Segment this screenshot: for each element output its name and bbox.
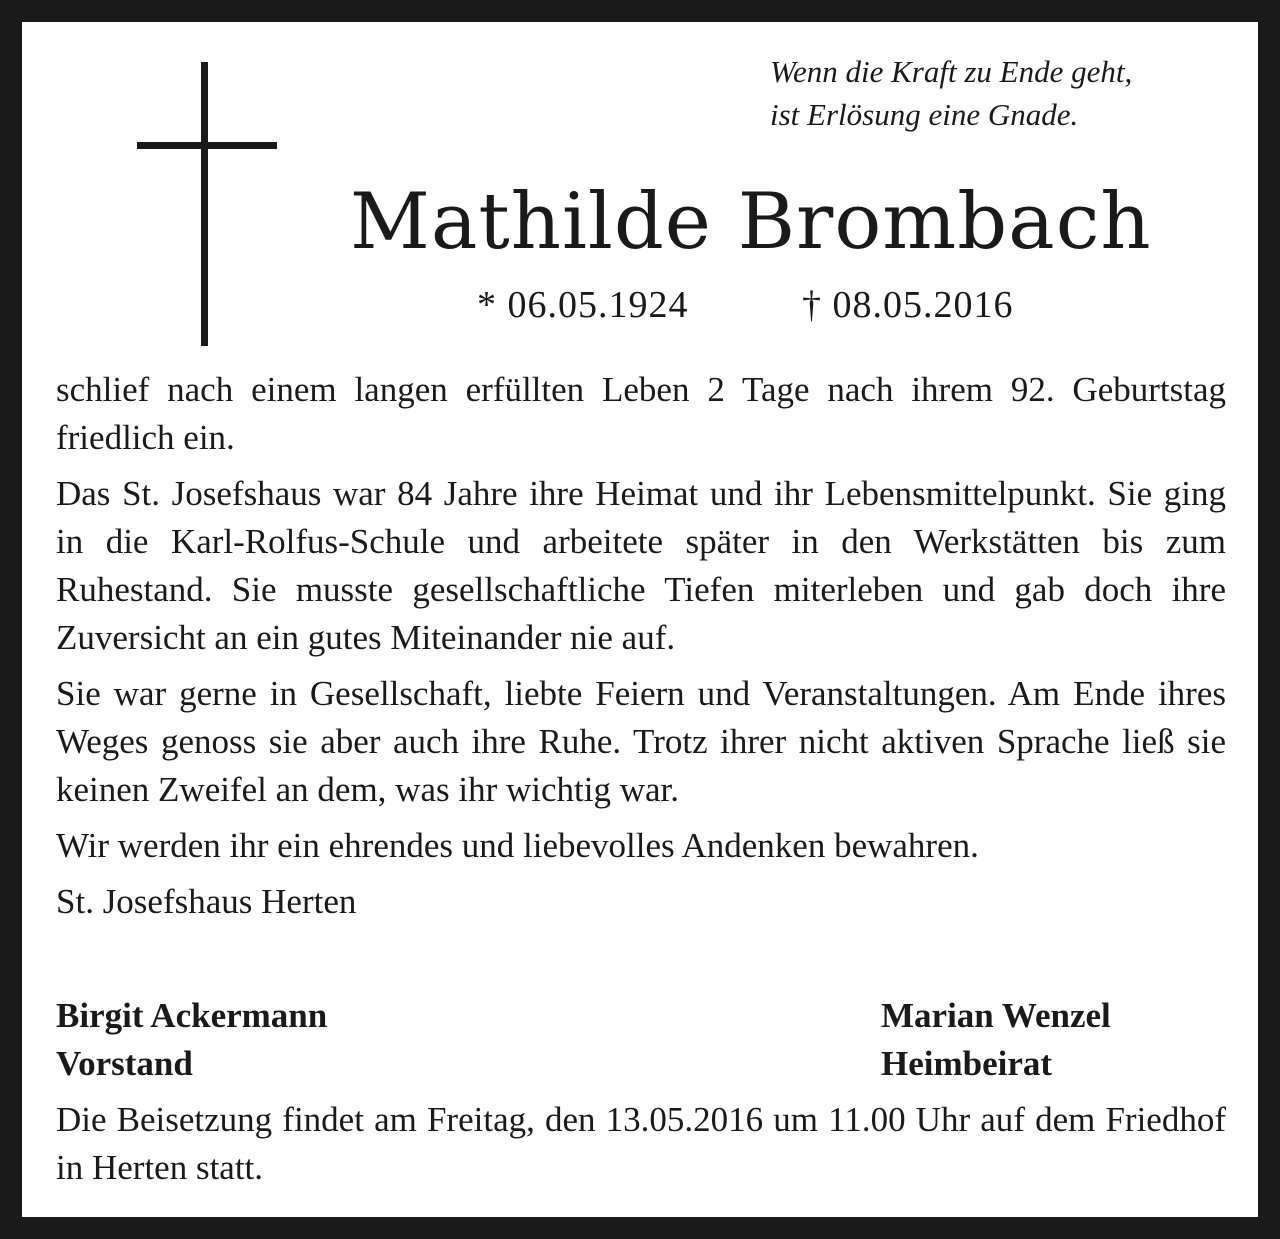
signer-name: Birgit Ackermann [56, 996, 328, 1035]
paragraph: Sie war gerne in Gesellschaft, liebte Feiern und Veranstaltungen. Am Ende ihres Weges genoss sie aber auch ihre Ruhe. Trotz ihrer nicht aktiven Sprache ließ sie keinen Zweifel an dem, was ihr wichtig war. [56, 674, 1226, 809]
paragraph: schlief nach einem langen erfüllten Leben 2 Tage nach ihrem 92. Geburtstag friedlich ein. [56, 370, 1226, 457]
motto [770, 50, 1240, 136]
motto-line: Wenn die Kraft zu Ende geht, [770, 54, 1133, 89]
motto-line: ist Erlösung eine Gnade. [770, 97, 1079, 132]
signer-role: Heimbeirat [881, 1044, 1053, 1083]
signer-role: Vorstand [56, 1044, 193, 1083]
birth-date: * 06.05.1924 [477, 284, 689, 326]
obituary-text [56, 366, 1226, 934]
paragraph: Wir werden ihr ein ehrendes und liebevolles Andenken bewahren. [56, 826, 979, 865]
signer [881, 992, 1111, 1088]
organization: St. Josefshaus Herten [56, 882, 357, 921]
paragraph: Das St. Josefshaus war 84 Jahre ihre Heimat und ihr Lebensmittelpunkt. Sie ging in die Karl-Rolfus-Schule und arbeitete später in den Werkstätten bis zum Ruhestand. Sie musste gesellschaftliche Tiefen miterleben und gab doch ihre Zuversicht an ein gutes Miteinander nie auf. [56, 474, 1226, 657]
burial-info: Die Beisetzung findet am Freitag, den 13.05.2016 um 11.00 Uhr auf dem Friedhof in Herten statt. [56, 1100, 1226, 1187]
signer-name: Marian Wenzel [881, 996, 1111, 1035]
obituary-notice [22, 22, 1258, 1217]
cross-icon [137, 62, 277, 346]
death-date: † 08.05.2016 [802, 284, 1014, 326]
deceased-name: Mathilde Brombach [350, 177, 1152, 267]
signer [56, 992, 327, 1088]
